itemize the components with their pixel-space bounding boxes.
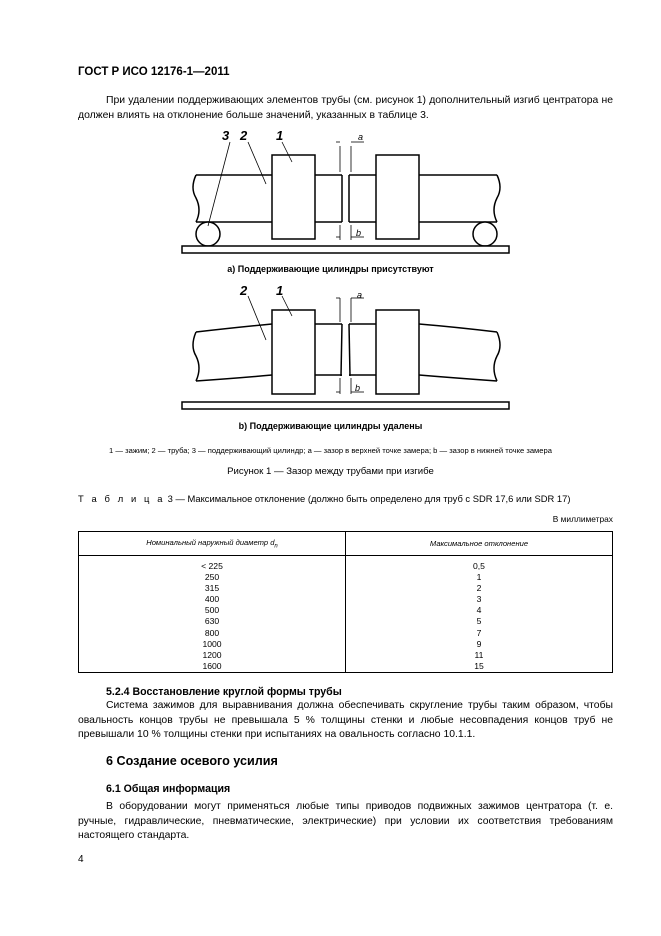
- table-caption-text: 3 — Максимальное отклонение (должно быть определено для труб с SDR 17,6 или SDR 17): [167, 493, 571, 504]
- label-2: 2: [240, 128, 248, 143]
- clamp-left: [272, 155, 315, 239]
- table-caption: [78, 493, 570, 504]
- base-plate-a: [182, 246, 509, 253]
- section-61-title: 6.1 Общая информация: [106, 783, 231, 795]
- clamp-right-b: [376, 310, 419, 394]
- cell-deviation: 4: [346, 605, 613, 616]
- section-6-title: 6 Создание осевого усилия: [106, 754, 278, 768]
- cell-deviation: 15: [346, 661, 613, 673]
- label-1-b: 1: [276, 283, 284, 298]
- section-524-title: 5.2.4 Восстановление круглой формы трубы: [106, 686, 342, 698]
- label-b: b: [356, 228, 362, 238]
- label-b-b: b: [355, 383, 361, 393]
- table-caption-label: Т а б л и ц а: [78, 493, 166, 504]
- cell-diameter: 500: [79, 605, 346, 616]
- figure-b-diagram: [0, 280, 661, 415]
- table-row: [79, 639, 613, 650]
- cell-diameter: 400: [79, 594, 346, 605]
- cell-deviation: 11: [346, 650, 613, 661]
- figure-a-diagram: [0, 120, 661, 280]
- cell-diameter: 800: [79, 628, 346, 639]
- page-number: 4: [78, 854, 84, 865]
- table-row: [79, 605, 613, 616]
- cell-deviation: 9: [346, 639, 613, 650]
- label-a: a: [358, 132, 364, 142]
- cell-diameter: 250: [79, 572, 346, 583]
- cell-deviation: 0,5: [346, 556, 613, 573]
- clamp-right: [376, 155, 419, 239]
- cell-diameter: 1200: [79, 650, 346, 661]
- support-cylinder-right: [473, 222, 497, 246]
- cell-diameter: 630: [79, 616, 346, 627]
- section-524-text: Система зажимов для выравнивания должна обеспечивать скругление трубы таким образом, чтобы овальность концов трубы не превышала 5 % толщины стенки и любые несовпадения концов труб не превышали 10 % толщины стенки при испытаниях на овальность согласно 10.1.1.: [78, 700, 613, 741]
- cell-deviation: 2: [346, 583, 613, 594]
- table-row: [79, 594, 613, 605]
- label-3: 3: [222, 128, 230, 143]
- base-plate-b: [182, 402, 509, 409]
- figure-legend: 1 — зажим; 2 — труба; 3 — поддерживающий цилиндр; a — зазор в верхней точке замера; b — зазор в нижней точке замера: [109, 446, 552, 455]
- deviation-table: [78, 531, 613, 673]
- label-a-b: a: [357, 290, 363, 300]
- table-row: [79, 628, 613, 639]
- cell-diameter: < 225: [79, 556, 346, 573]
- cell-diameter: 1600: [79, 661, 346, 673]
- table-header-diameter: Номинальный наружный диаметр $d_n$: [79, 532, 346, 556]
- section-61-text: В оборудовании могут применяться любые типы приводов подвижных зажимов центратора (т. е. ручные, гидравлические, пневматические, электрические) при условии их соответствия требованиям настоящего стандарта.: [78, 801, 613, 842]
- figure-title: Рисунок 1 — Зазор между трубами при изгибе: [227, 466, 434, 477]
- cell-diameter: 315: [79, 583, 346, 594]
- cell-deviation: 3: [346, 594, 613, 605]
- cell-deviation: 7: [346, 628, 613, 639]
- table-row: [79, 661, 613, 673]
- cell-deviation: 5: [346, 616, 613, 627]
- table-units: В миллиметрах: [552, 514, 613, 524]
- label-2-b: 2: [240, 283, 248, 298]
- table-row: [79, 572, 613, 583]
- figure-a-caption: a) Поддерживающие цилиндры присутствуют: [227, 264, 434, 274]
- document-header: ГОСТ Р ИСО 12176-1—2011: [78, 66, 230, 78]
- table-row: [79, 650, 613, 661]
- cell-diameter: 1000: [79, 639, 346, 650]
- clamp-left-b: [272, 310, 315, 394]
- table-row: [79, 616, 613, 627]
- label-1: 1: [276, 128, 284, 143]
- table-row: [79, 583, 613, 594]
- table-row: [79, 556, 613, 573]
- table-header-deviation: Максимальное отклонение: [346, 532, 613, 556]
- figure-b-caption: b) Поддерживающие цилиндры удалены: [238, 421, 423, 431]
- intro-paragraph: При удалении поддерживающих элементов трубы (см. рисунок 1) дополнительный изгиб центратора не должен влиять на отклонение больше значений, указанных в таблице 3.: [78, 95, 613, 121]
- cell-deviation: 1: [346, 572, 613, 583]
